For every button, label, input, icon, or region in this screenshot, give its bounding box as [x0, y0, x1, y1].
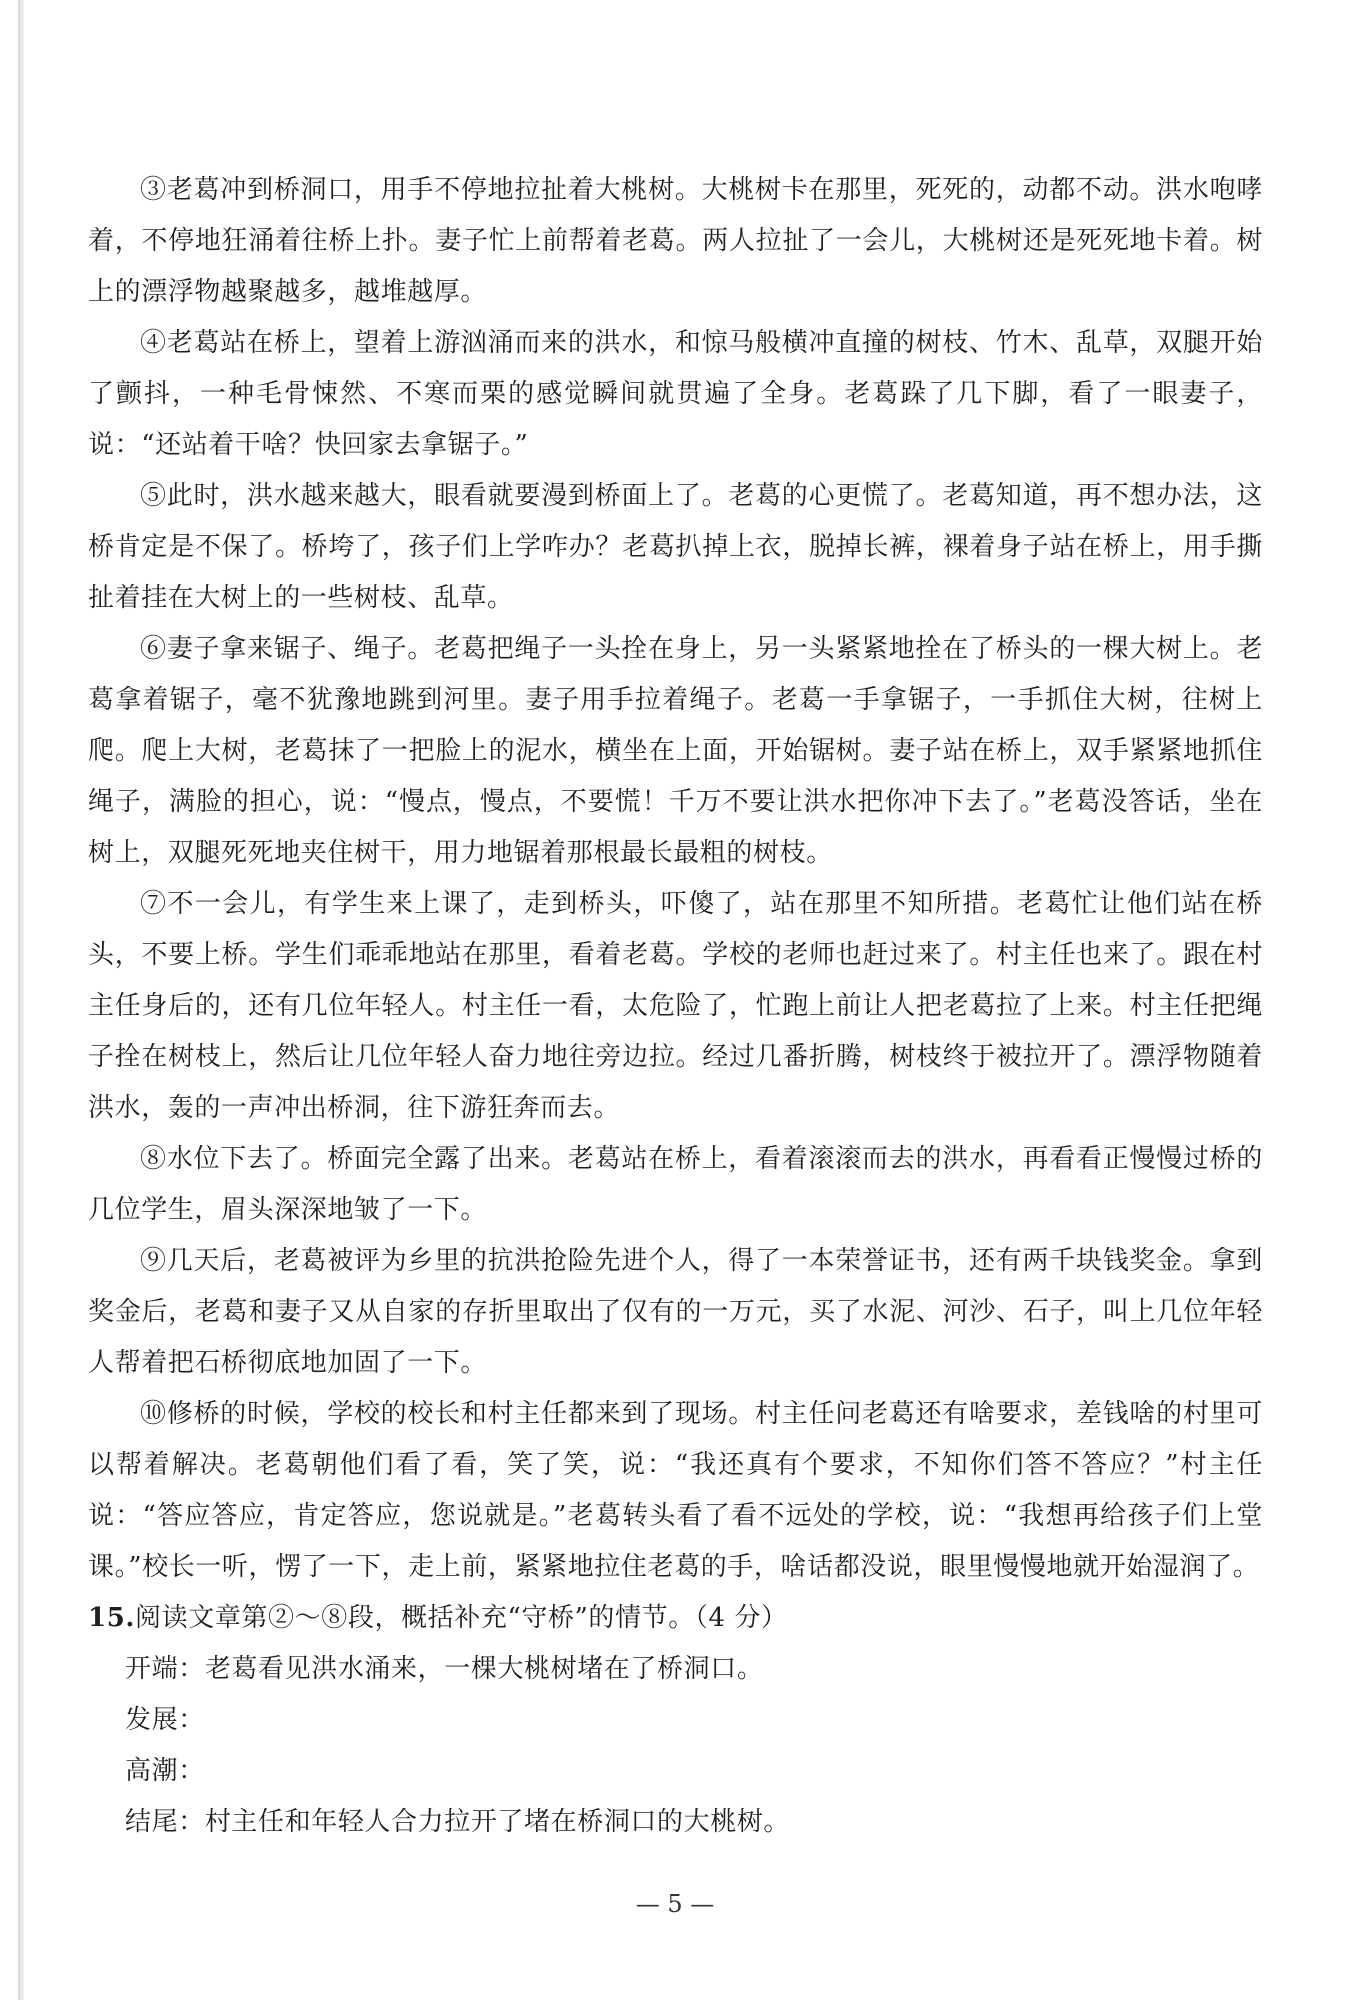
plot-label: 发展： — [125, 1705, 205, 1735]
paragraph-9: ⑨几天后，老葛被评为乡里的抗洪抢险先进个人，得了一本荣誉证书，还有两千块钱奖金。拿到奖金后，老葛和妻子又从自家的存折里取出了仅有的一万元，买了水泥、河沙、石子，叫上几位年轻人帮着把石桥彻底地加固了一下。 — [88, 1246, 1263, 1378]
plot-climax — [88, 1746, 1263, 1797]
plot-content: 村主任和年轻人合力拉开了堵在桥洞口的大桃树。 — [204, 1807, 791, 1837]
plot-content: 老葛看见洪水涌来，一棵大桃树堵在了桥洞口。 — [204, 1654, 764, 1684]
plot-ending — [88, 1797, 1263, 1848]
question-15 — [88, 1593, 1263, 1644]
paragraph-7: ⑦不一会儿，有学生来上课了，走到桥头，吓傻了，站在那里不知所措。老葛忙让他们站在桥头，不要上桥。学生们乖乖地站在那里，看着老葛。学校的老师也赶过来了。村主任也来了。跟在村主任身后的，还有几位年轻人。村主任一看，太危险了，忙跑上前让人把老葛拉了上来。村主任把绳子拴在树枝上，然后让几位年轻人奋力地往旁边拉。经过几番折腾，树枝终于被拉开了。漂浮物随着洪水，轰的一声冲出桥洞，往下游狂奔而去。 — [88, 889, 1263, 1123]
plot-label: 开端： — [125, 1654, 205, 1684]
plot-beginning — [88, 1644, 1263, 1695]
binding-edge — [18, 0, 24, 2000]
question-number: 15. — [88, 1603, 136, 1633]
page-number: — 5 — — [635, 1890, 715, 1918]
paragraph-5: ⑤此时，洪水越来越大，眼看就要漫到桥面上了。老葛的心更慌了。老葛知道，再不想办法，这桥肯定是不保了。桥垮了，孩子们上学咋办？老葛扒掉上衣，脱掉长裤，裸着身子站在桥上，用手撕扯着挂在大树上的一些树枝、乱草。 — [88, 481, 1263, 613]
paragraph-6: ⑥妻子拿来锯子、绳子。老葛把绳子一头拴在身上，另一头紧紧地拴在了桥头的一棵大树上。老葛拿着锯子，毫不犹豫地跳到河里。妻子用手拉着绳子。老葛一手拿锯子，一手抓住大树，往树上爬。爬上大树，老葛抹了一把脸上的泥水，横坐在上面，开始锯树。妻子站在桥上，双手紧紧地抓住绳子，满脸的担心，说：“慢点，慢点，不要慌！千万不要让洪水把你冲下去了。”老葛没答话，坐在树上，双腿死死地夹住树干，用力地锯着那根最长最粗的树枝。 — [88, 634, 1263, 868]
page-body — [88, 165, 1263, 1848]
plot-development — [88, 1695, 1263, 1746]
plot-label: 高潮： — [125, 1756, 205, 1786]
paragraph-10: ⑩修桥的时候，学校的校长和村主任都来到了现场。村主任问老葛还有啥要求，差钱啥的村里可以帮着解决。老葛朝他们看了看，笑了笑，说：“我还真有个要求，不知你们答不答应？”村主任说：“答应答应，肯定答应，您说就是。”老葛转头看了看不远处的学校，说：“我想再给孩子们上堂课。”校长一听，愣了一下，走上前，紧紧地拉住老葛的手，啥话都没说，眼里慢慢地就开始湿润了。 — [88, 1399, 1263, 1582]
plot-label: 结尾： — [125, 1807, 205, 1837]
paragraph-8: ⑧水位下去了。桥面完全露了出来。老葛站在桥上，看着滚滚而去的洪水，再看看正慢慢过桥的几位学生，眉头深深地皱了一下。 — [88, 1144, 1263, 1225]
paragraph-4: ④老葛站在桥上，望着上游汹涌而来的洪水，和惊马般横冲直撞的树枝、竹木、乱草，双腿开始了颤抖，一种毛骨悚然、不寒而栗的感觉瞬间就贯遍了全身。老葛跺了几下脚，看了一眼妻子，说：“还站着干啥？快回家去拿锯子。” — [88, 328, 1263, 460]
question-text: 阅读文章第②～⑧段，概括补充“守桥”的情节。（4 分） — [135, 1603, 788, 1633]
plot-outline — [88, 1644, 1263, 1848]
paragraph-3: ③老葛冲到桥洞口，用手不停地拉扯着大桃树。大桃树卡在那里，死死的，动都不动。洪水咆哮着，不停地狂涌着往桥上扑。妻子忙上前帮着老葛。两人拉扯了一会儿，大桃树还是死死地卡着。树上的漂浮物越聚越多，越堆越厚。 — [88, 175, 1263, 307]
